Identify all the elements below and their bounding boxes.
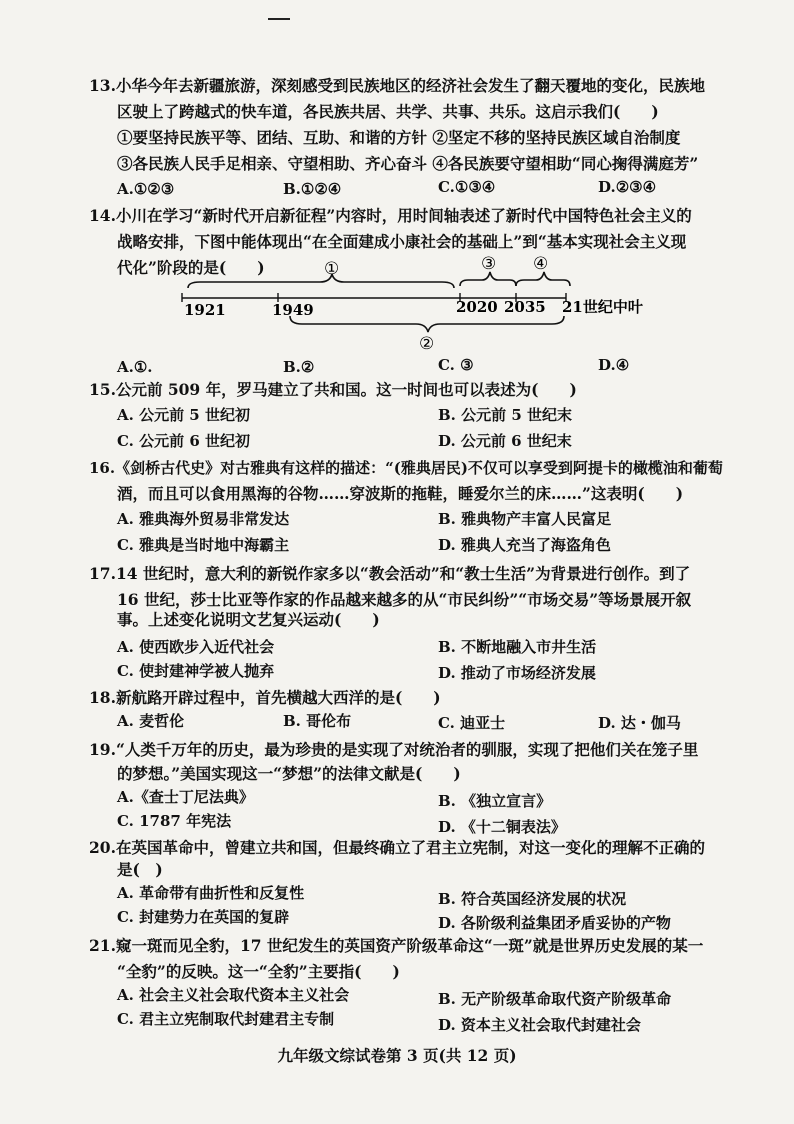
q14-option-d[interactable]: D.④	[598, 356, 630, 374]
q20-option-b[interactable]: B. 符合英国经济发展的状况	[438, 890, 627, 908]
q17-option-c[interactable]: C. 使封建神学被人抛弃	[117, 662, 275, 680]
q13-stem-line1: 13.小华今年去新疆旅游，深刻感受到民族地区的经济社会发生了翻天覆地的变化，民族地	[89, 76, 705, 95]
q13-option-a[interactable]: A.①②③	[117, 180, 175, 198]
top-mark	[268, 18, 290, 20]
q19-stem-line2: 的梦想。”美国实现这一“梦想”的法律文献是( )	[117, 764, 461, 783]
q13-statement-line1: ①要坚持民族平等、团结、互助、和谐的方针 ②坚定不移的坚持民族区域自治制度	[117, 128, 681, 147]
year-1921: 1921	[184, 301, 226, 319]
q13-stem-line2: 区驶上了跨越式的快车道，各民族共居、共学、共事、共乐。这启示我们( )	[117, 102, 659, 121]
q14-stem-line1: 14.小川在学习“新时代开启新征程”内容时，用时间轴表述了新时代中国特色社会主义的	[89, 206, 692, 225]
q17-option-d[interactable]: D. 推动了市场经济发展	[438, 664, 596, 682]
brace-2	[290, 316, 564, 332]
q14-option-c[interactable]: C. ③	[438, 356, 474, 374]
q18-option-d[interactable]: D. 达・伽马	[598, 714, 681, 732]
brace-1-label: ①	[324, 259, 340, 279]
q15-option-c[interactable]: C. 公元前 6 世纪初	[117, 432, 251, 450]
brace-2-label: ②	[419, 334, 435, 354]
q20-option-a[interactable]: A. 革命带有曲折性和反复性	[117, 884, 305, 902]
year-2035: 2035	[504, 298, 546, 316]
q21-stem-line1: 21.窥一斑而见全豹，17 世纪发生的英国资产阶级革命这“一斑”就是世界历史发展的某一	[89, 936, 704, 955]
q19-option-b[interactable]: B. 《独立宣言》	[438, 792, 552, 810]
q17-stem-line1: 17.14 世纪时，意大利的新锐作家多以“教会活动”和“教士生活”为背景进行创作。到了	[89, 564, 691, 583]
year-2020: 2020	[456, 298, 498, 316]
q16-stem-line1: 16.《剑桥古代史》对古雅典有这样的描述：“(雅典居民)不仅可以享受到阿提卡的橄榄油和葡萄	[89, 459, 723, 477]
q13-option-d[interactable]: D.②③④	[598, 178, 657, 196]
q13-option-c[interactable]: C.①③④	[438, 178, 496, 196]
q21-option-d[interactable]: D. 资本主义社会取代封建社会	[438, 1016, 641, 1034]
brace-1	[188, 274, 454, 288]
q18-option-b[interactable]: B. 哥伦布	[283, 712, 352, 730]
q20-option-c[interactable]: C. 封建势力在英国的复辟	[117, 908, 290, 926]
q21-stem-line2: “全豹”的反映。这一“全豹”主要指( )	[117, 962, 400, 981]
q21-option-b[interactable]: B. 无产阶级革命取代资产阶级革命	[438, 990, 672, 1008]
q17-option-a[interactable]: A. 使西欧步入近代社会	[117, 638, 275, 656]
q18-option-c[interactable]: C. 迪亚士	[438, 714, 506, 732]
q16-stem-line2: 酒，而且可以食用黑海的谷物……穿波斯的拖鞋，睡爱尔兰的床……”这表明( )	[117, 484, 684, 503]
q16-option-b[interactable]: B. 雅典物产丰富人民富足	[438, 510, 612, 528]
q20-stem-line2: 是( )	[117, 860, 163, 879]
q19-option-a[interactable]: A.《查士丁尼法典》	[117, 788, 254, 806]
q14-option-a[interactable]: A.①.	[117, 358, 153, 376]
q18-stem: 18.新航路开辟过程中，首先横越大西洋的是( )	[89, 688, 441, 707]
brace-3-label: ③	[481, 254, 497, 274]
q16-option-c[interactable]: C. 雅典是当时地中海霸主	[117, 536, 290, 554]
q13-statement-line2: ③各民族人民手足相亲、守望相助、齐心奋斗 ④各民族要守望相助“同心掬得满庭芳”	[117, 154, 699, 173]
page-footer: 九年级文综试卷第 3 页(共 12 页)	[277, 1046, 517, 1065]
q21-option-a[interactable]: A. 社会主义社会取代资本主义社会	[117, 986, 350, 1004]
q17-option-b[interactable]: B. 不断地融入市井生活	[438, 638, 597, 656]
q20-option-d[interactable]: D. 各阶级利益集团矛盾妥协的产物	[438, 914, 671, 932]
q15-stem: 15.公元前 509 年，罗马建立了共和国。这一时间也可以表述为( )	[89, 380, 577, 399]
q19-stem-line1: 19.“人类千万年的历史，最为珍贵的是实现了对统治者的驯服，实现了把他们关在笼子里	[89, 740, 699, 759]
brace-4	[516, 272, 570, 286]
q17-stem-line3: 事。上述变化说明文艺复兴运动( )	[117, 610, 380, 629]
q14-stem-line2: 战略安排，下图中能体现出“在全面建成小康社会的基础上”到“基本实现社会主义现	[117, 232, 687, 251]
q16-option-d[interactable]: D. 雅典人充当了海盗角色	[438, 536, 611, 554]
q15-option-a[interactable]: A. 公元前 5 世纪初	[117, 406, 250, 424]
q19-option-d[interactable]: D. 《十二铜表法》	[438, 818, 566, 836]
q15-option-b[interactable]: B. 公元前 5 世纪末	[438, 406, 573, 424]
q15-option-d[interactable]: D. 公元前 6 世纪末	[438, 432, 572, 450]
year-1949: 1949	[272, 301, 314, 319]
q17-stem-line2: 16 世纪，莎士比亚等作家的作品越来越多的从“市民纠纷”“市场交易”等场景展开叙	[117, 590, 692, 609]
q20-stem-line1: 20.在英国革命中，曾建立共和国，但最终确立了君主立宪制，对这一变化的理解不正确的	[89, 838, 705, 857]
brace-4-label: ④	[533, 254, 549, 274]
year-mid-21st-century: 21世纪中叶	[562, 298, 643, 316]
q19-option-c[interactable]: C. 1787 年宪法	[117, 812, 232, 830]
q13-option-b[interactable]: B.①②④	[283, 180, 342, 198]
q14-option-b[interactable]: B.②	[283, 358, 315, 376]
brace-3	[460, 272, 516, 286]
q14-stem-line3: 代化”阶段的是( )	[117, 258, 265, 277]
q18-option-a[interactable]: A. 麦哲伦	[117, 712, 185, 730]
q16-option-a[interactable]: A. 雅典海外贸易非常发达	[117, 510, 290, 528]
q21-option-c[interactable]: C. 君主立宪制取代封建君主专制	[117, 1010, 335, 1028]
timeline-diagram	[170, 252, 670, 354]
